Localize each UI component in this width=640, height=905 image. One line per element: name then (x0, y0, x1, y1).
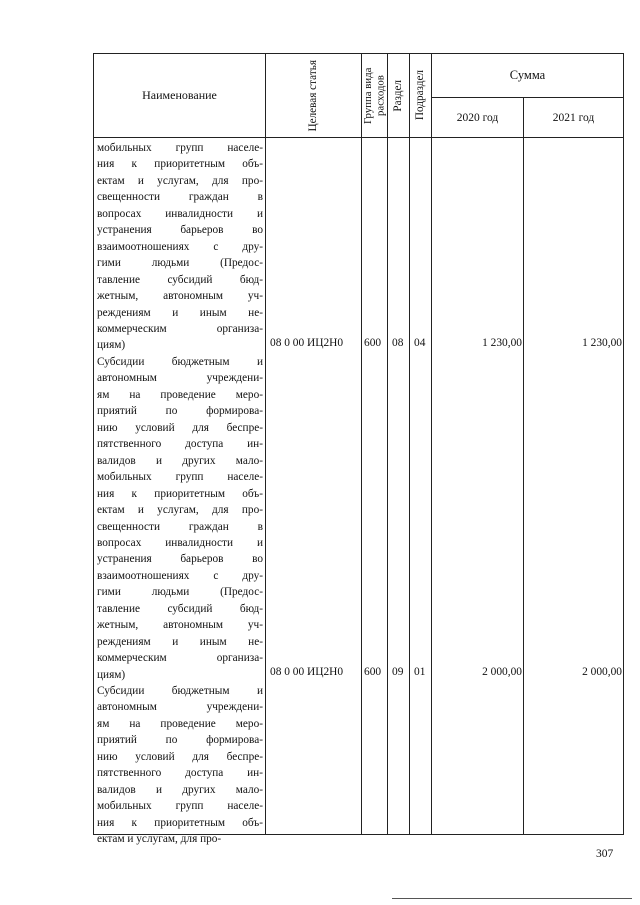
sum-2021-column (524, 138, 624, 835)
name-line: ния к приоритетным объ- (97, 158, 263, 171)
name-line: свещенности граждан в (97, 520, 263, 533)
row-sum-2021: 1 230,00 (582, 337, 622, 349)
name-line: валидов и других мало- (97, 454, 263, 467)
header-expense-group (362, 54, 388, 138)
name-line: мобильных групп населе- (97, 800, 263, 813)
header-sum (432, 54, 624, 98)
name-line: приятий по формирова- (97, 405, 263, 418)
page-number: 307 (596, 848, 614, 860)
header-section (388, 54, 410, 138)
name-line: ектам и услугам, для про- (97, 504, 263, 517)
name-line: пятственного доступа ин- (97, 767, 263, 780)
name-line: приятий по формирова- (97, 734, 263, 747)
name-line: свещенности граждан в (97, 191, 263, 204)
header-name-label: Наименование (142, 88, 217, 102)
header-year-2021 (524, 98, 624, 138)
name-line: взаимоотношениях с дру- (97, 240, 263, 253)
name-line: автономным учреждени- (97, 372, 263, 385)
name-line: автономным учреждени- (97, 701, 263, 714)
name-line: циям) (97, 668, 126, 681)
header-expense-group-label: Группа вида расходов (362, 67, 387, 124)
subsection-column (410, 138, 432, 835)
header-target-article-label: Целевая статья (307, 59, 320, 132)
row-subsection: 01 (414, 666, 426, 678)
row-code: 08 0 00 ИЦ2Н0 (270, 666, 344, 678)
name-line: Субсидии бюджетным и (97, 685, 263, 697)
row-subsection: 04 (414, 337, 426, 349)
section-column (388, 138, 410, 835)
budget-table (93, 53, 624, 846)
name-line: Субсидии бюджетным и (97, 356, 263, 368)
name-line: ектам и услугам, для про- (97, 833, 222, 846)
row-name-text (97, 140, 263, 354)
name-line: гими людьми (Предос- (97, 257, 263, 270)
name-line: жетным, автономным уч- (97, 290, 263, 303)
name-line: мобильных групп населе- (97, 142, 263, 154)
row-name-text (97, 354, 263, 683)
header-target-article (266, 54, 362, 138)
row-group: 600 (364, 337, 382, 349)
name-line: жетным, автономным уч- (97, 619, 263, 632)
scan-edge-line (392, 898, 632, 899)
name-line: нию условий для беспре- (97, 750, 263, 763)
name-line: взаимоотношениях с дру- (97, 569, 263, 582)
row-sum-2020: 1 230,00 (482, 337, 522, 349)
name-line: реждениям и иным не- (97, 306, 263, 319)
header-subsection (410, 54, 432, 138)
row-name-text (97, 683, 263, 848)
row-sum-2020: 2 000,00 (482, 666, 522, 678)
name-line: валидов и других мало- (97, 783, 263, 796)
header-year-2020 (432, 98, 524, 138)
header-section-label: Раздел (392, 79, 405, 112)
row-code: 08 0 00 ИЦ2Н0 (270, 337, 344, 349)
code-column (266, 138, 362, 835)
name-line: мобильных групп населе- (97, 471, 263, 484)
name-line: тавление субсидий бюд- (97, 273, 263, 286)
name-line: устранения барьеров во (97, 224, 263, 237)
name-line: нию условий для беспре- (97, 421, 263, 434)
name-line: ектам и услугам, для про- (97, 174, 263, 187)
name-line: реждениям и иным не- (97, 635, 263, 648)
name-line: ям на проведение меро- (97, 717, 263, 730)
name-line: ния к приоритетным объ- (97, 487, 263, 500)
name-line: ния к приоритетным объ- (97, 816, 263, 829)
name-line: вопросах инвалидности и (97, 536, 263, 549)
name-line: тавление субсидий бюд- (97, 602, 263, 615)
name-column (94, 138, 266, 846)
name-line: циям) (97, 339, 126, 352)
row-section: 09 (392, 666, 404, 678)
row-sum-2021: 2 000,00 (582, 666, 622, 678)
row-group: 600 (364, 666, 382, 678)
header-sum-label: Сумма (509, 68, 546, 82)
header-year-2020-label: 2020 год (456, 111, 499, 124)
name-line: гими людьми (Предос- (97, 586, 263, 599)
name-line: коммерческим организа- (97, 322, 263, 335)
sum-2020-column (432, 138, 524, 835)
group-column (362, 138, 388, 835)
header-subsection-label: Подраздел (414, 70, 427, 121)
name-line: вопросах инвалидности и (97, 207, 263, 220)
header-name (94, 54, 266, 138)
name-line: коммерческим организа- (97, 652, 263, 665)
name-line: ям на проведение меро- (97, 388, 263, 401)
name-line: пятственного доступа ин- (97, 438, 263, 451)
name-line: устранения барьеров во (97, 553, 263, 566)
row-section: 08 (392, 337, 404, 349)
header-year-2021-label: 2021 год (552, 111, 595, 124)
